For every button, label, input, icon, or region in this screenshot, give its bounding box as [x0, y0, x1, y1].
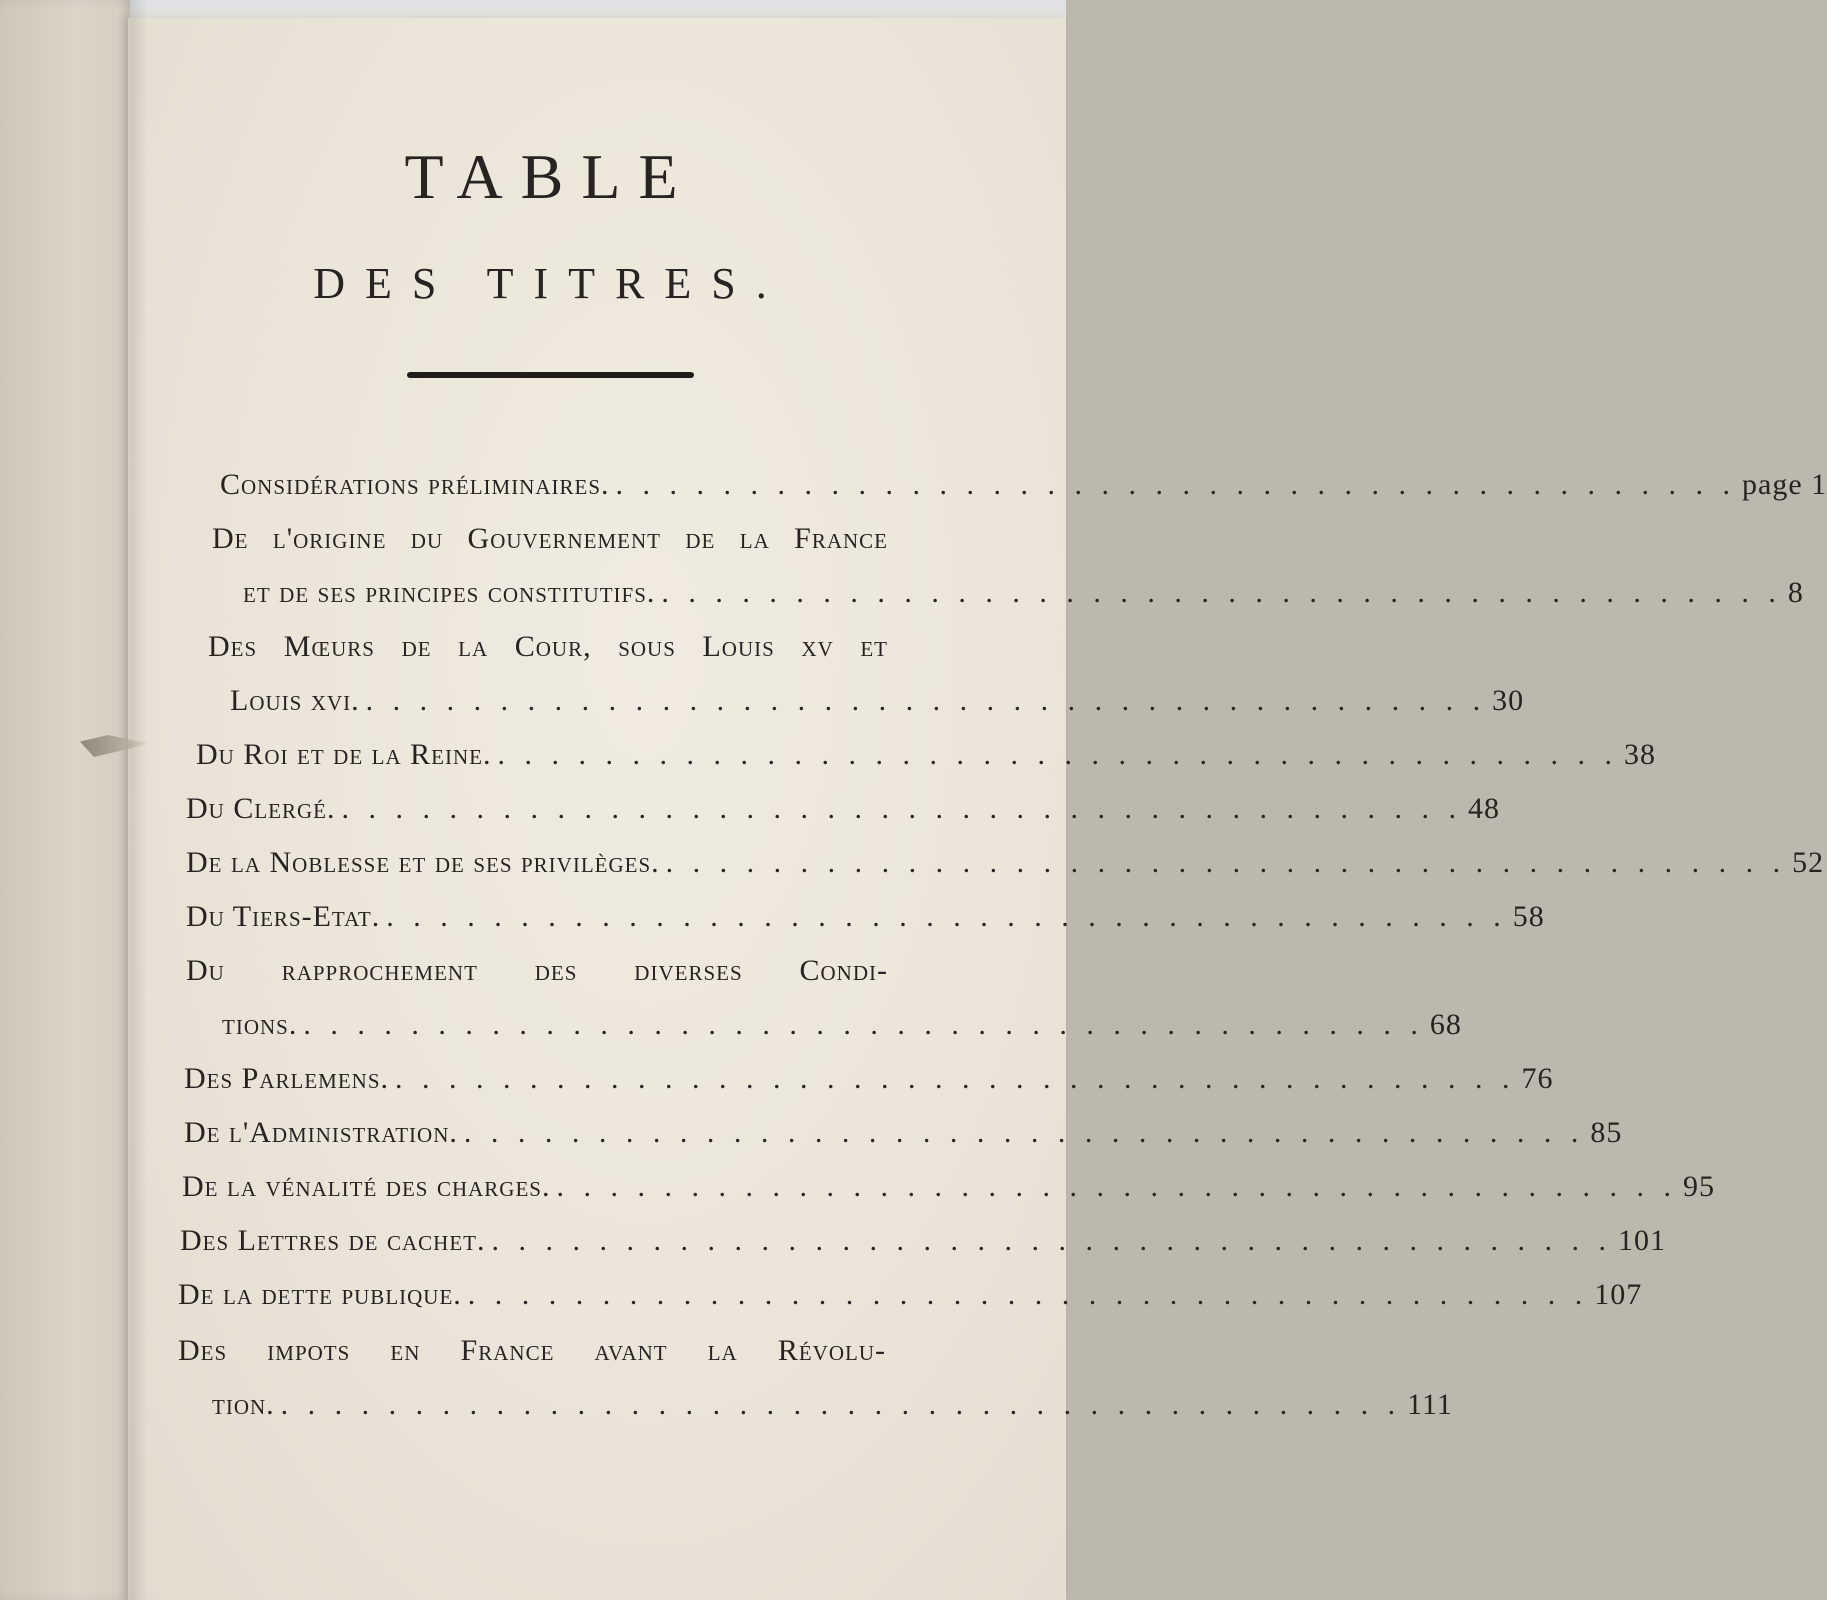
- entry-title: Des Lettres de cachet.: [180, 1224, 486, 1257]
- toc-entry: [212, 522, 888, 574]
- page-title: TABLE: [404, 141, 696, 212]
- toc-entry: [180, 1224, 1666, 1276]
- entry-title: De l'origine du Gouvernement de la France: [212, 522, 888, 555]
- toc-entry: [184, 1116, 1623, 1168]
- toc-entry: [184, 1062, 1554, 1114]
- entry-title: De la Noblesse et de ses privilèges.: [186, 846, 660, 879]
- entry-page: 68: [1429, 1008, 1462, 1041]
- entry-title: Des Mœurs de la Cour, sous Louis xv et: [208, 630, 888, 663]
- entry-title: Louis xvi.: [230, 684, 360, 717]
- toc-entry: [208, 630, 888, 682]
- dot-leader: . . . . . . . . . . . . . . . . . . . . . . . . . . . . . . . . . . . . . . . . . .: [386, 900, 1507, 933]
- entry-title: Du Roi et de la Reine.: [196, 738, 492, 771]
- toc-entry: [222, 1008, 1462, 1060]
- entry-page: 8: [1787, 576, 1804, 609]
- toc-entry: [182, 1170, 1715, 1222]
- entry-page: 111: [1407, 1388, 1453, 1421]
- dot-leader: . . . . . . . . . . . . . . . . . . . . . . . . . . . . . . . . . . . . . . . . . .: [341, 792, 1462, 825]
- entry-title: Considérations préliminaires.: [220, 468, 610, 501]
- entry-page: 30: [1492, 684, 1525, 717]
- dot-leader: . . . . . . . . . . . . . . . . . . . . . . . . . . . . . . . . . . . . . . . . . .: [467, 1278, 1589, 1311]
- entry-title: Du rapprochement des diverses Condi-: [186, 954, 888, 987]
- toc-entry: [186, 954, 888, 1006]
- dot-leader: . . . . . . . . . . . . . . . . . . . . . . . . . . . . . . . . . . . . . . . . . .: [661, 576, 1782, 609]
- entry-title: et de ses principes constitutifs.: [243, 576, 656, 609]
- toc-entry: [178, 1334, 886, 1386]
- toc-entry: [230, 684, 1525, 736]
- toc-entry: [212, 1388, 1453, 1440]
- entry-page: 48: [1468, 792, 1500, 825]
- toc-entry: [186, 900, 1545, 952]
- toc-entry: [178, 1278, 1643, 1330]
- entry-page: 107: [1594, 1278, 1643, 1311]
- entry-page: page 1: [1742, 468, 1827, 501]
- dot-leader: . . . . . . . . . . . . . . . . . . . . . . . . . . . . . . . . . . . . . . . . . .: [497, 738, 1618, 771]
- dot-leader: . . . . . . . . . . . . . . . . . . . . . . . . . . . . . . . . . . . . . . . . . .: [280, 1388, 1402, 1421]
- dot-leader: . . . . . . . . . . . . . . . . . . . . . . . . . . . . . . . . . . . . . . . . . .: [303, 1008, 1424, 1041]
- entry-page: 52: [1792, 846, 1825, 879]
- entry-title: tions.: [222, 1008, 298, 1041]
- entry-title: Des Parlemens.: [184, 1062, 390, 1095]
- toc-entry: [186, 792, 1500, 844]
- toc-entry: [243, 576, 1804, 628]
- entry-page: 38: [1623, 738, 1656, 771]
- entry-page: 95: [1682, 1170, 1715, 1203]
- entry-title: Des impots en France avant la Révolu-: [178, 1334, 886, 1367]
- entry-title: De la vénalité des charges.: [182, 1170, 551, 1203]
- entry-page: 85: [1590, 1116, 1623, 1149]
- entry-page: 58: [1512, 900, 1545, 933]
- entry-page: 101: [1618, 1224, 1666, 1257]
- dot-leader: . . . . . . . . . . . . . . . . . . . . . . . . . . . . . . . . . . . . . . . . . .: [665, 846, 1787, 879]
- page-subtitle: DES TITRES.: [313, 259, 787, 308]
- entry-page: 76: [1521, 1062, 1554, 1095]
- dot-leader: . . . . . . . . . . . . . . . . . . . . . . . . . . . . . . . . . . . . . . . . . .: [556, 1170, 1677, 1203]
- entry-title: De l'Administration.: [184, 1116, 458, 1149]
- toc-entry: [186, 846, 1825, 898]
- toc-entry: [196, 738, 1656, 790]
- dot-leader: . . . . . . . . . . . . . . . . . . . . . . . . . . . . . . . . . . . . . . . . . .: [463, 1116, 1585, 1149]
- dot-leader: . . . . . . . . . . . . . . . . . . . . . . . . . . . . . . . . . . . . . . . . . .: [395, 1062, 1516, 1095]
- entry-title: Du Clergé.: [186, 792, 336, 825]
- entry-title: Du Tiers-Etat.: [186, 900, 381, 933]
- dot-leader: . . . . . . . . . . . . . . . . . . . . . . . . . . . . . . . . . . . . . . . . . .: [615, 468, 1737, 501]
- entry-title: De la dette publique.: [178, 1278, 462, 1311]
- toc-entry: [220, 468, 1827, 520]
- dot-leader: . . . . . . . . . . . . . . . . . . . . . . . . . . . . . . . . . . . . . . . . . .: [491, 1224, 1612, 1257]
- entry-title: tion.: [212, 1388, 275, 1421]
- dot-leader: . . . . . . . . . . . . . . . . . . . . . . . . . . . . . . . . . . . . . . . . . .: [365, 684, 1487, 717]
